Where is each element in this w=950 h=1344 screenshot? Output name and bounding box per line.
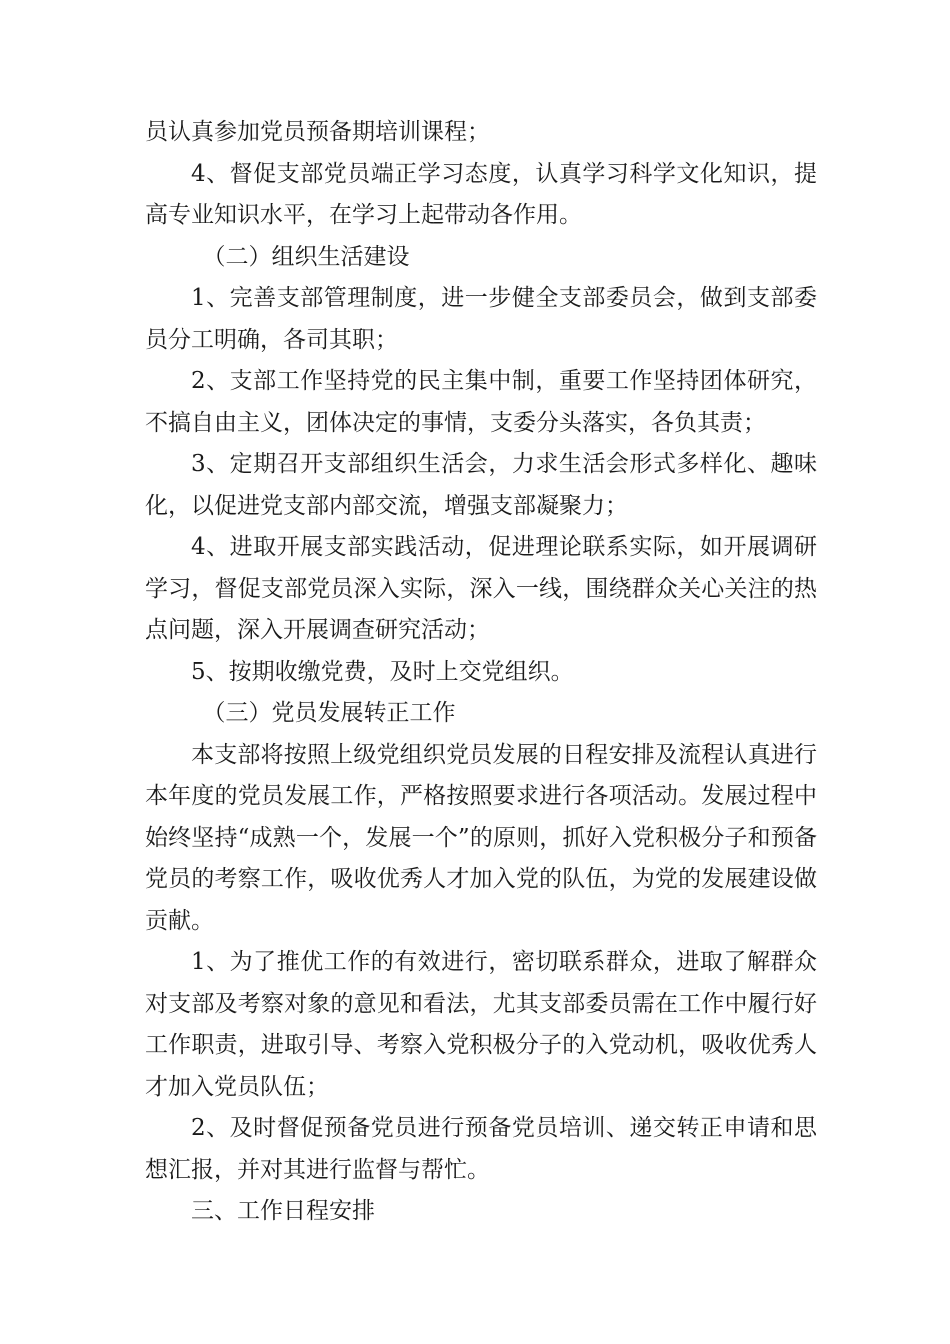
paragraph-item-5-dues: 5、按期收缴党费，及时上交党组织。 xyxy=(191,658,574,685)
document-page xyxy=(145,112,817,1233)
paragraph-item-1-management: 1、完善支部管理制度，进一步健全支部委员会，做到支部委员分工明确，各司其职； xyxy=(145,285,817,353)
paragraph-item-1-recommendation: 1、为了推优工作的有效进行，密切联系群众，进取了解群众对支部及考察对象的意见和看法，尤其支部委员需在工作中履行好工作职责，进取引导、考察入党积极分子的入党动机，吸收优秀人才加入党员队伍； xyxy=(145,949,817,1100)
paragraph-item-4-practice: 4、进取开展支部实践活动，促进理论联系实际，如开展调研学习，督促支部党员深入实际，深入一线，围绕群众关心关注的热点问题，深入开展调查研究活动； xyxy=(145,534,817,643)
paragraph-item-2-centralism: 2、支部工作坚持党的民主集中制，重要工作坚持团体研究，不搞自由主义，团体决定的事情，支委分头落实，各负其责； xyxy=(145,368,817,436)
paragraph-development-overview: 本支部将按照上级党组织党员发展的日程安排及流程认真进行本年度的党员发展工作，严格按照要求进行各项活动。发展过程中始终坚持“成熟一个，发展一个”的原则，抓好入党积极分子和预备党员的考察工作，吸收优秀人才加入党的队伍，为党的发展建设做贡献。 xyxy=(145,741,817,934)
section-heading-schedule: 三、工作日程安排 xyxy=(191,1198,375,1224)
section-heading-member-development: （三）党员发展转正工作 xyxy=(202,700,456,726)
paragraph-item-2-probation: 2、及时督促预备党员进行预备党员培训、递交转正申请和思想汇报，并对其进行监督与帮忙。 xyxy=(145,1115,817,1183)
section-heading-organization-life: （二）组织生活建设 xyxy=(202,243,410,270)
paragraph-continuation: 员认真参加党员预备期培训课程； xyxy=(145,119,490,145)
paragraph-item-4-study: 4、督促支部党员端正学习态度，认真学习科学文化知识，提高专业知识水平，在学习上起带动各作用。 xyxy=(145,160,817,228)
paragraph-item-3-meetings: 3、定期召开支部组织生活会，力求生活会形式多样化、趣味化，以促进党支部内部交流，增强支部凝聚力； xyxy=(145,451,817,519)
